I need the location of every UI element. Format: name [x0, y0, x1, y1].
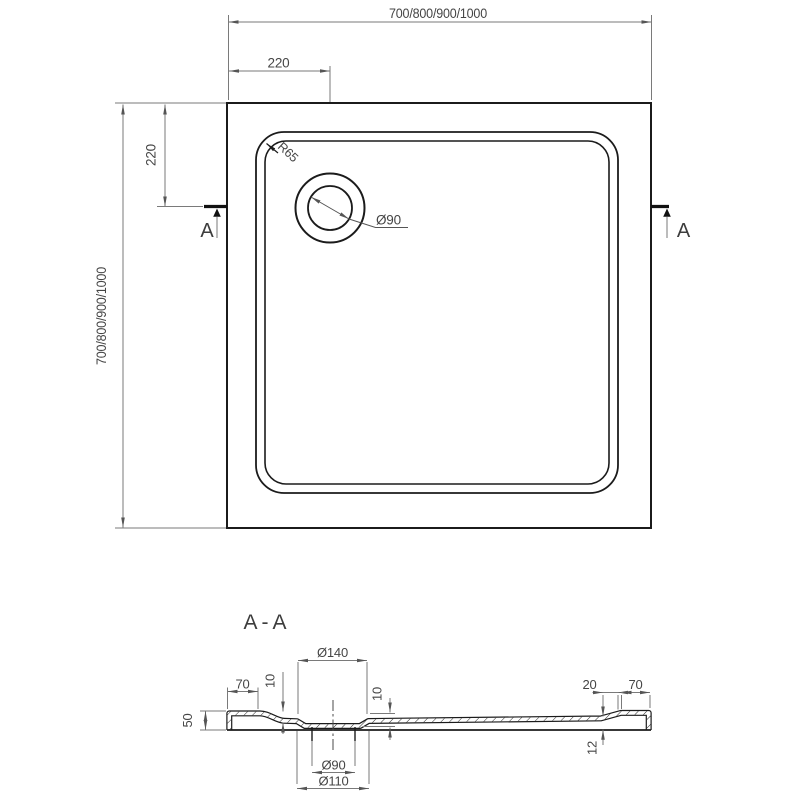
dim-total-height: 50: [180, 713, 195, 728]
dim-overall-height: 700/800/900/1000: [94, 259, 109, 365]
dim-recess-diameter: Ø140: [316, 645, 349, 660]
section-view: [180, 611, 651, 789]
dim-drain-hole-diameter: Ø90: [321, 757, 346, 773]
dim-flange-diameter: Ø110: [318, 773, 349, 789]
dim-rim-right: 70: [628, 677, 643, 692]
dim-overall-width: 700/800/900/1000: [389, 6, 487, 21]
dim-drain-offset-x: 220: [267, 55, 290, 71]
dim-depth-left: 10: [262, 673, 278, 689]
section-arrow-right: [663, 209, 671, 217]
dim-drain-diameter: Ø90: [376, 212, 401, 228]
dim-step: 20: [582, 677, 597, 692]
section-title: A-A: [243, 611, 291, 634]
top-view: [94, 6, 691, 528]
tray-outer-edge: [227, 103, 651, 528]
section-profile: [229, 713, 648, 730]
dim-depth-right: 10: [369, 686, 385, 702]
section-letter-right: A: [676, 220, 691, 242]
dim-drain-offset-y: 220: [143, 144, 159, 166]
dim-rim-left: 70: [235, 676, 250, 692]
dim-edge-height: 12: [584, 740, 600, 756]
section-letter-left: A: [200, 220, 214, 242]
section-arrow-left: [213, 209, 221, 217]
dim-corner-radius: R65: [274, 139, 301, 165]
